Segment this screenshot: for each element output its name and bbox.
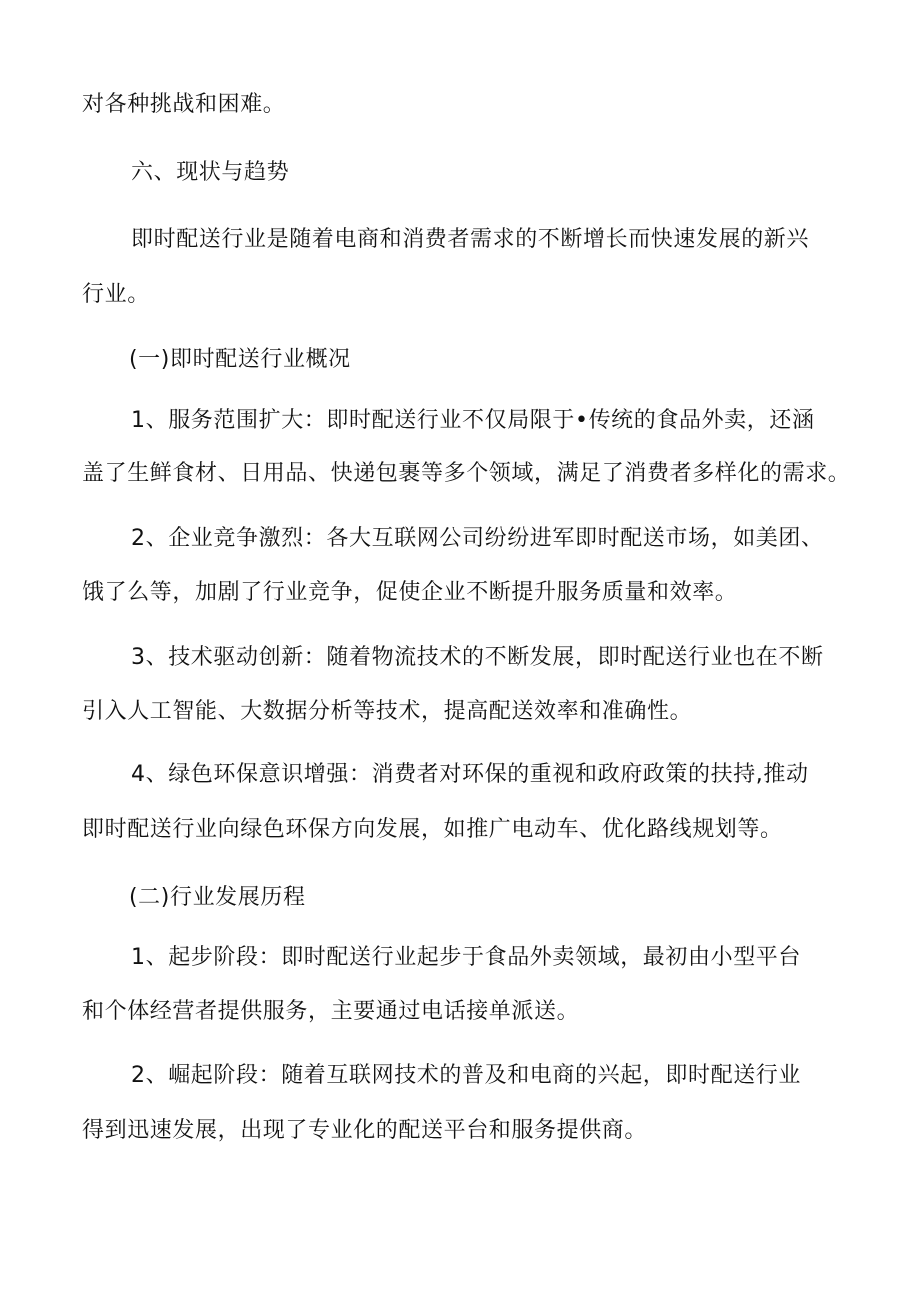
paragraph-closing-line: 对各种挑战和困难。 [82,92,286,117]
subsection-heading-1: (一)即时配送行业概况 [129,347,351,372]
item-4-line-1: 4、绿色环保意识增强：消费者对环保的重视和政府政策的扶持,推动 [131,762,809,787]
stage-2-line-1: 2、崛起阶段：随着互联网技术的普及和电商的兴起，即时配送行业 [131,1063,801,1088]
item-4-line-2: 即时配送行业向绿色环保方向发展，如推广电动车、优化路线规划等。 [82,817,783,842]
stage-1-line-1: 1、起步阶段：即时配送行业起步于食品外卖领域，最初由小型平台 [131,945,801,970]
item-1-line-2: 盖了生鲜食材、日用品、快递包裹等多个领域，满足了消费者多样化的需求。 [82,461,851,486]
subsection-heading-2: (二)行业发展历程 [129,885,306,910]
item-3-line-1: 3、技术驱动创新：随着物流技术的不断发展，即时配送行业也在不断 [131,645,824,670]
stage-1-line-2: 和个体经营者提供服务，主要通过电话接单派送。 [82,999,580,1024]
stage-2-line-2: 得到迅速发展，出现了专业化的配送平台和服务提供商。 [82,1118,648,1143]
item-3-line-2: 引入人工智能、大数据分析等技术，提高配送效率和准确性。 [82,699,693,724]
section-heading: 六、现状与趋势 [131,160,290,185]
item-2-line-2: 饿了么等，加剧了行业竞争，促使企业不断提升服务质量和效率。 [82,580,738,605]
item-1-line-1: 1、服务范围扩大：即时配送行业不仅局限于•传统的食品外卖，还涵 [131,408,815,433]
item-2-line-1: 2、企业竞争激烈：各大互联网公司纷纷进军即时配送市场，如美团、 [131,526,824,551]
intro-paragraph-line-1: 即时配送行业是随着电商和消费者需求的不断增长而快速发展的新兴 [131,227,810,252]
intro-paragraph-line-2: 行业。 [82,282,150,307]
